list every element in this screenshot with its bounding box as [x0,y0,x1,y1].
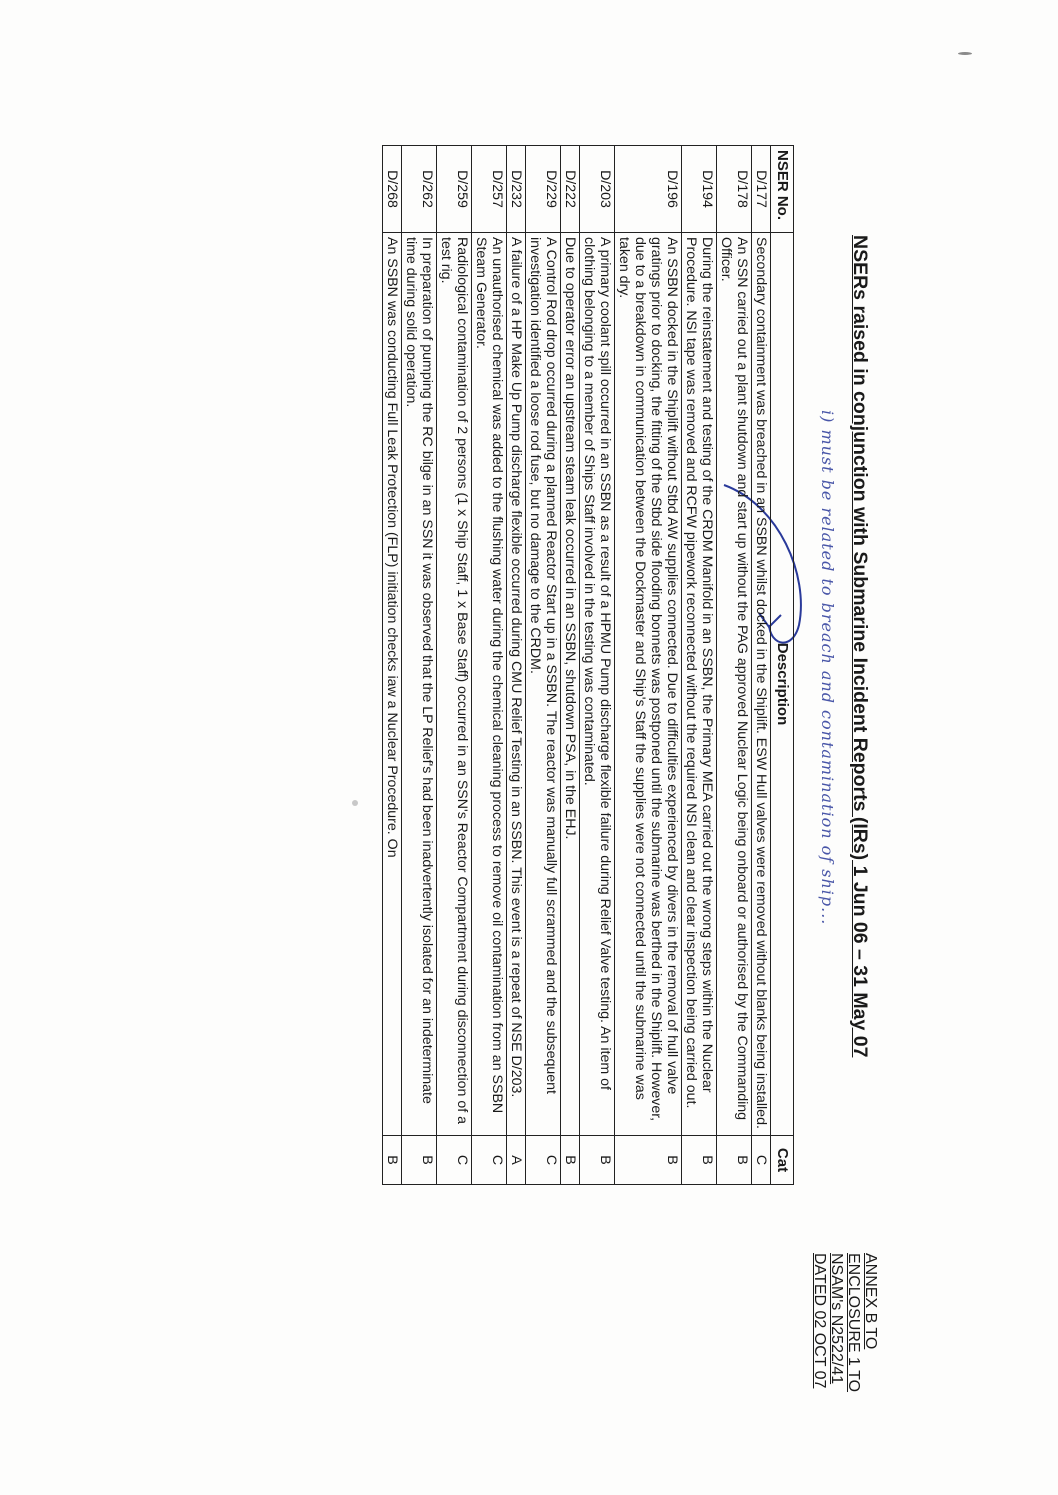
annex-line-4: DATED 02 OCT 07 [811,1253,828,1389]
nser-category: B [402,1136,437,1185]
table-row [507,146,526,1185]
nser-category: B [615,1136,682,1185]
annex-line-3: NSAM's N2522/41 [828,1253,845,1385]
table-row [615,146,682,1185]
nser-number: D/232 [507,146,526,233]
nser-number: D/229 [526,146,561,233]
nser-number: D/259 [437,146,472,233]
nser-category: B [561,1136,580,1185]
nser-description: An SSN carried out a plant shutdown and start up without the PAG approved Nuclear Logic being onboard or authorised by the Commanding Officer. [717,233,752,1136]
nser-description: A Control Rod drop occurred during a planned Reactor Start up in a SSBN. The reactor was manually full scrammed and the subsequent investigation identified a loose rod fuse, but no damage to the CRDM. [526,233,561,1136]
rotated-content [179,145,879,1393]
header-nser-no: NSER No. [771,146,794,233]
table-row [383,146,402,1185]
nser-number: D/257 [472,146,507,233]
nser-category: B [717,1136,752,1185]
nser-number: D/196 [615,146,682,233]
nser-category: C [472,1136,507,1185]
nser-description: An unauthorised chemical was added to the flushing water during the chemical cleaning process to remove oil contamination from an SSBN Steam Generator. [472,233,507,1136]
nser-category: C [526,1136,561,1185]
nser-description: A failure of a HP Make Up Pump discharge flexible occurred during CMU Relief Testing in an SSBN. This event is a repeat of NSE D/203. [507,233,526,1136]
nser-category: B [580,1136,615,1185]
annex-reference [811,1253,879,1393]
table-header-row [771,146,794,1185]
nser-category: C [752,1136,771,1185]
table-row [561,146,580,1185]
document-title: NSERs raised in conjunction with Submarine Incident Reports (IRs) 1 Jun 06 – 31 May 07 [849,235,871,1058]
handwritten-annotation: i) must be related to breach and contamination of ship... [818,410,837,926]
nser-description: During the reinstatement and testing of the CRDM Manifold in an SSBN, the Primary MEA carried out the wrong steps within the Nuclear Procedure. NSI tape was removed and RCFW pipework reconnected without the required NSI clean and clear inspection being carried out. [682,233,717,1136]
scan-speck [352,800,358,806]
table-row [682,146,717,1185]
nser-category: B [383,1136,402,1185]
table-row [402,146,437,1185]
table-row [437,146,472,1185]
nser-description: An SSBN was conducting Full Leak Protection (FLP) initiation checks iaw a Nuclear Procedure. On [383,233,402,1136]
header-cat: Cat [771,1136,794,1185]
nser-number: D/177 [752,146,771,233]
nser-number: D/194 [682,146,717,233]
nser-category: B [682,1136,717,1185]
nser-description: A primary coolant spill occurred in an SSBN as a result of a HPMU Pump discharge flexible failure during Relief Valve testing. An item of clothing belonging to a member of Ships Staff involved in the testing was contaminated. [580,233,615,1136]
nser-category: C [437,1136,472,1185]
annex-line-2: ENCLOSURE 1 TO [845,1253,862,1393]
nser-number: D/203 [580,146,615,233]
nser-description: Radiological contamination of 2 persons (1 x Ship Staff, 1 x Base Staff) occurred in an SSN's Reactor Compartment during disconnection of a test rig. [437,233,472,1136]
nser-number: D/262 [402,146,437,233]
nser-number: D/268 [383,146,402,233]
table-row [717,146,752,1185]
annex-line-1: ANNEX B TO [862,1253,879,1350]
table-row [580,146,615,1185]
table-row [752,146,771,1185]
nser-description: An SSBN docked in the Shiplift without Stbd AW supplies connected. Due to difficulties experienced by divers in the removal of hull valve gratings prior to docking, the fitting of the Stbd side flooding bonnets was postponed until the submarine was berthed in the Shiplift. However, due to a breakdown in communication between the Dockmaster and Ship's Staff the supplies were not connected until the submarine was taken dry. [615,233,682,1136]
scan-speck [958,52,972,55]
nser-table [382,145,794,1185]
nser-category: A [507,1136,526,1185]
nser-description: In preparation of pumping the RC bilge in an SSN it was observed that the LP Relief's had been inadvertently isolated for an indeterminate time during solid operation. [402,233,437,1136]
nser-number: D/178 [717,146,752,233]
table-row [472,146,507,1185]
table-row [526,146,561,1185]
nser-number: D/222 [561,146,580,233]
header-description: Description [771,233,794,1136]
nser-description: Secondary containment was breached in an SSBN whilst docked in the Shiplift. ESW Hull valves were removed without blanks being installed. [752,233,771,1136]
nser-description: Due to operator error an upstream steam leak occurred in an SSBN, shutdown PSA, in the EHJ. [561,233,580,1136]
